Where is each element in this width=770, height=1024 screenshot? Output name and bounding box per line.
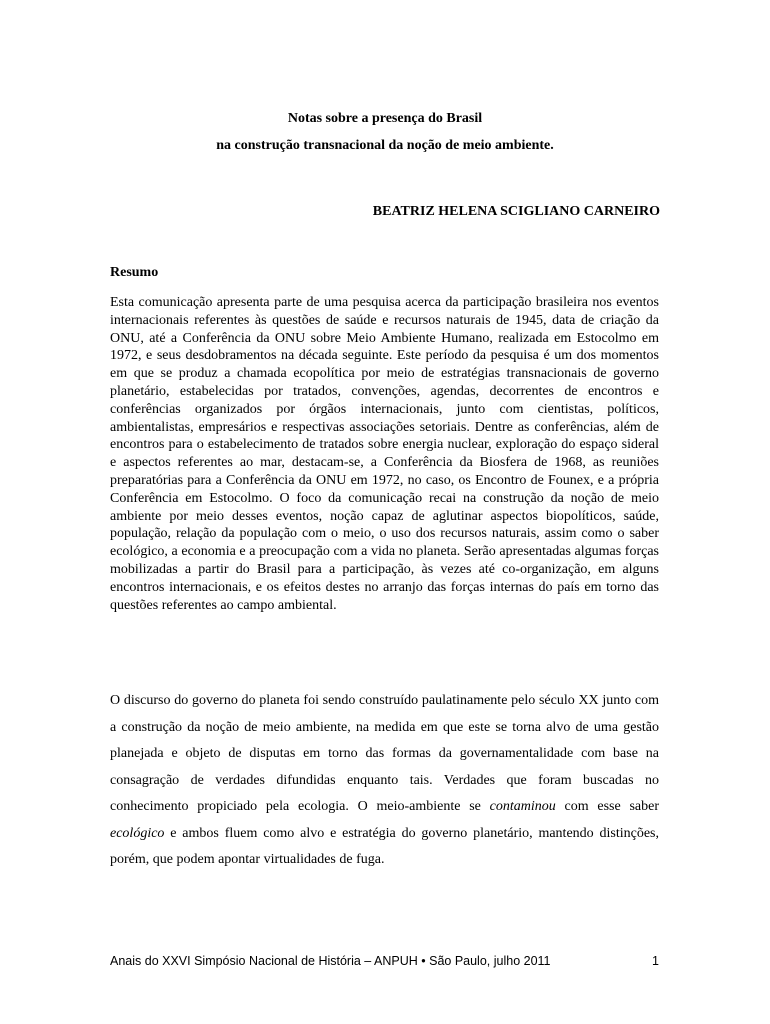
author-name: BEATRIZ HELENA SCIGLIANO CARNEIRO xyxy=(372,204,660,219)
footer-citation: Anais do XXVI Simpósio Nacional de História – ANPUH • São Paulo, julho 2011 xyxy=(110,954,551,968)
body-text-part-2: com esse saber xyxy=(555,799,659,814)
abstract-paragraph: Esta comunicação apresenta parte de uma pesquisa acerca da participação brasileira nos eventos internacionais referentes às questões de saúde e recursos naturais de 1945, data de criação da ONU, até a Conferência da ONU sobre Meio Ambiente Humano, realizada em Estocolmo em 1972, e seus desdobramentos na década seguinte. Este período da pesquisa é um dos momentos em que se produz a chamada ecopolítica por meio de estratégias transnacionais de governo planetário, estabelecidas por tratados, convenções, agendas, decorrentes de encontros e conferências organizados por órgãos internacionais, junto com cientistas, políticos, ambientalistas, empresários e respectivas associações setoriais. Dentre as conferências, além de encontros para o estabelecimento de tratados sobre energia nuclear, exploração do espaço sideral e aspectos referentes ao mar, destacam-se, a Conferência da Biosfera de 1968, as reuniões preparatórias para a Conferência da ONU em 1972, no caso, os Encontro de Founex, e a própria Conferência em Estocolmo. O foco da comunicação recai na construção da noção de meio ambiente por meio desses eventos, noção capaz de aglutinar aspectos biopolíticos, saúde, população, relação da população com o meio, o uso dos recursos naturais, assim como o saber ecológico, a economia e a preocupação com a vida no planeta. Serão apresentadas algumas forças mobilizadas a partir do Brasil para a participação, às vezes até co-organização, em alguns encontros internacionais, e os efeitos destes no arranjo das forças internas do país em torno das questões referentes ao campo ambiental. xyxy=(110,295,659,613)
title-line-2: na construção transnacional da noção de meio ambiente. xyxy=(216,138,554,153)
page-number: 1 xyxy=(652,954,659,968)
body-text-part-3: e ambos fluem como alvo e estratégia do governo planetário, mantendo distinções, porém, que podem apontar virtualidades de fuga. xyxy=(110,825,659,867)
body-paragraph xyxy=(110,688,659,874)
body-italic-contaminou: contaminou xyxy=(489,799,556,814)
body-text-part-1: O discurso do governo do planeta foi sendo construído paulatinamente pelo século XX junto com a construção da noção de meio ambiente, na medida em que este se torna alvo de uma gestão planejada e objeto de disputas em torno das formas da governamentalidade com base na consagração de verdades difundidas enquanto tais. Verdades que foram buscadas no conhecimento propiciado pela ecologia. O meio-ambiente se xyxy=(110,693,659,814)
title-line-1: Notas sobre a presença do Brasil xyxy=(287,111,483,126)
body-italic-ecologico: ecológico xyxy=(110,825,165,841)
abstract-heading: Resumo xyxy=(110,265,159,280)
